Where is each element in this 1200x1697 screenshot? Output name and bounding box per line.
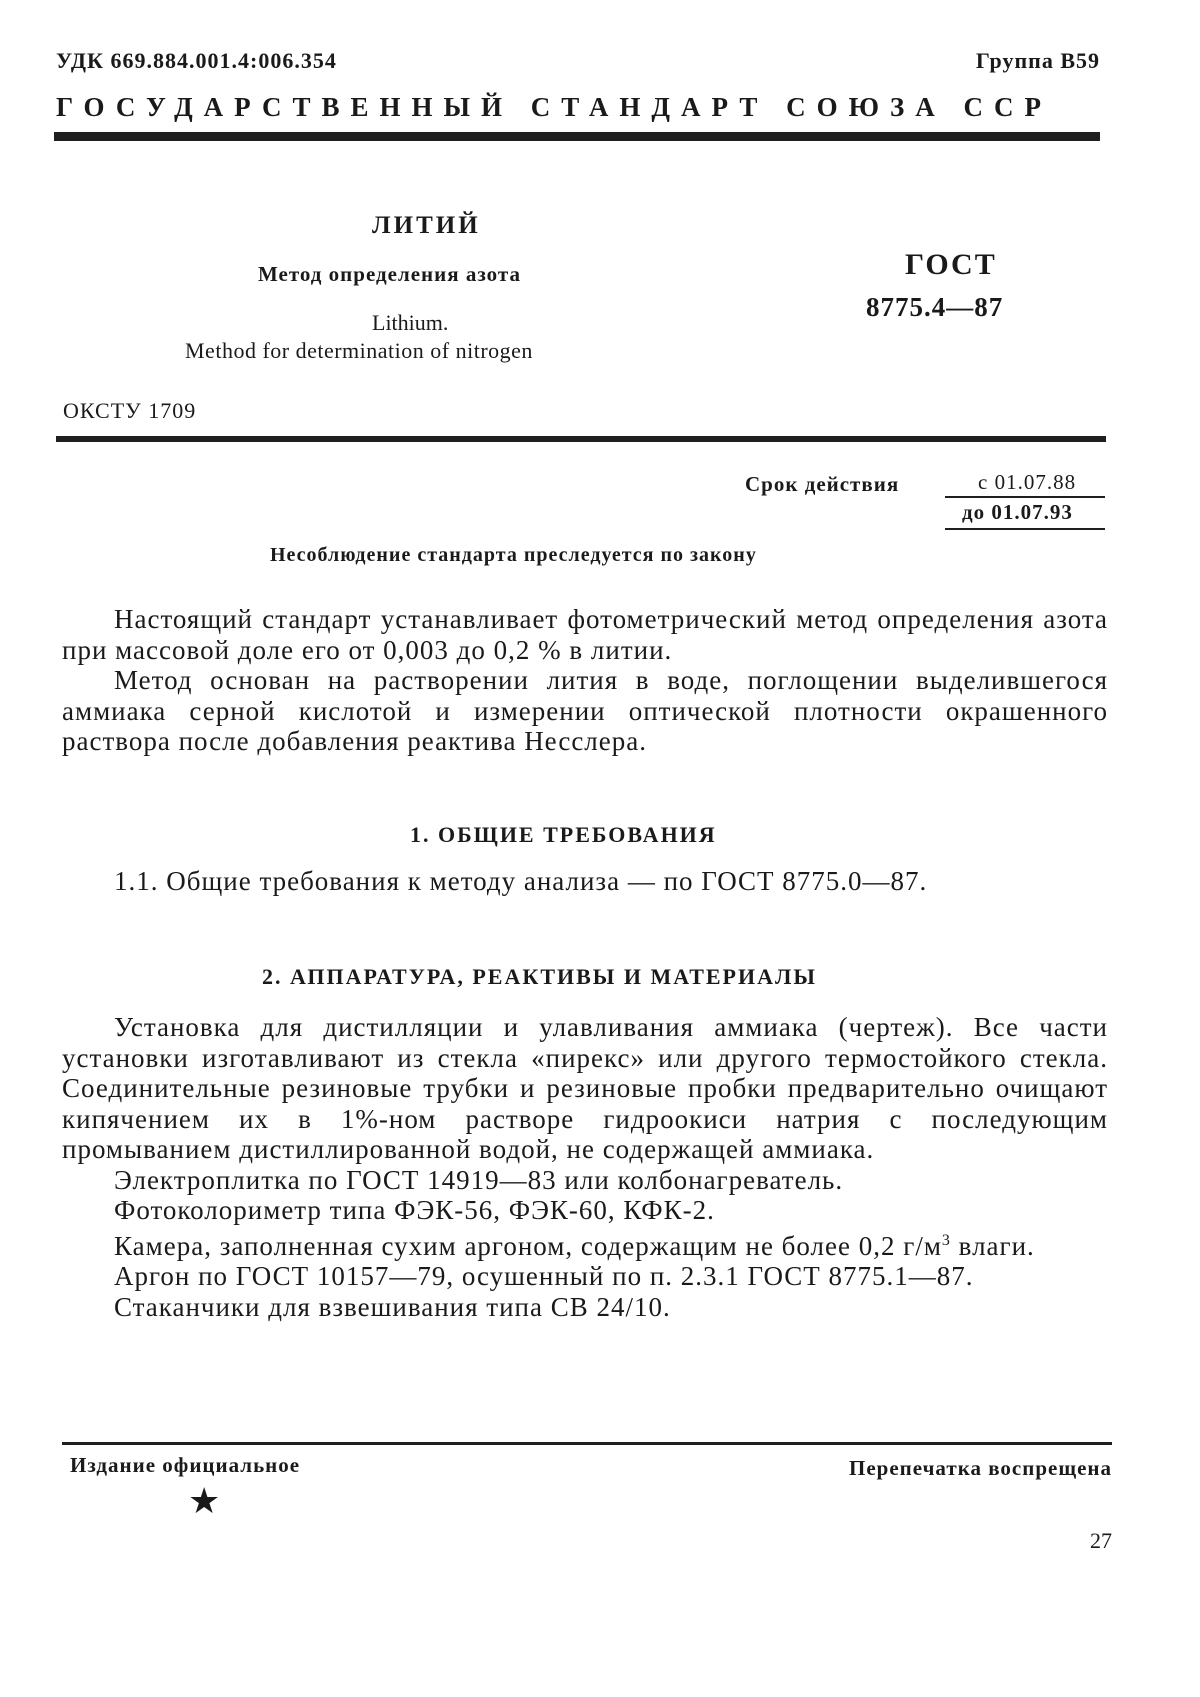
section-2-heading: 2. АППАРАТУРА, РЕАКТИВЫ И МАТЕРИАЛЫ	[262, 964, 817, 989]
intro-text	[62, 604, 1108, 757]
udk-code: УДК 669.884.001.4:006.354	[56, 48, 337, 73]
validity-underline-2	[945, 528, 1105, 530]
validity-from: с 01.07.88	[978, 470, 1077, 494]
section-1-heading: 1. ОБЩИЕ ТРЕБОВАНИЯ	[410, 822, 717, 847]
section-2-paragraph-1: Установка для дистилляции и улавливания аммиака (чертеж). Все части установки изготавливают из стекла «пирекс» или другого термостойкого стекла. Соединительные резиновые трубки и резиновые пробки предварительно очищают кипячением их в 1%-ном растворе гидроокиси натрия с последующим промыванием дистиллированной водой, не содержащей аммиака.	[62, 1012, 1108, 1164]
group-code: Группа В59	[975, 48, 1100, 73]
okstu-code: ОКСТУ 1709	[63, 398, 197, 423]
reprint-prohibited: Перепечатка воспрещена	[849, 1456, 1112, 1480]
gost-number: 8775.4—87	[866, 292, 1004, 322]
page-number: 27	[1090, 1528, 1112, 1553]
star-icon: ★	[188, 1481, 221, 1521]
footer-rule	[62, 1442, 1112, 1445]
document-subtitle: Метод определения азота	[258, 262, 521, 286]
intro-paragraph-2: Метод основан на растворении лития в воде, поглощении выделившегося аммиака серной кислотой и измерении оптической плотности окрашенного раствора после добавления реактива Несслера.	[62, 665, 1108, 756]
validity-label: Срок действия	[745, 472, 900, 496]
english-title-line1: Lithium.	[372, 310, 449, 335]
state-standard-banner: ГОСУДАРСТВЕННЫЙ СТАНДАРТ СОЮЗА ССР	[56, 92, 1052, 122]
header-rule	[54, 132, 1100, 141]
section-2-paragraph-2: Электроплитка по ГОСТ 14919—83 или колбонагреватель.	[114, 1164, 844, 1195]
english-title-line2: Method for determination of nitrogen	[185, 338, 533, 363]
section-2-paragraph-4-main: Камера, заполненная сухим аргоном, содержащим не более 0,2 г/м	[114, 1230, 942, 1261]
gost-label: ГОСТ	[905, 248, 997, 281]
law-notice: Несоблюдение стандарта преследуется по закону	[270, 544, 757, 566]
section-2-paragraph-4-superscript: 3	[941, 1231, 951, 1249]
section-2-paragraph-4	[62, 1226, 1108, 1262]
section-2-paragraph-3: Фотоколориметр типа ФЭК-56, ФЭК-60, КФК-2.	[114, 1195, 715, 1225]
validity-underline-1	[945, 496, 1105, 498]
section-1-text	[62, 866, 1108, 897]
intro-paragraph-1: Настоящий стандарт устанавливает фотометрический метод определения азота при массовой доле его от 0,003 до 0,2 % в литии.	[62, 604, 1108, 665]
title-block-rule	[56, 436, 1106, 442]
section-2-paragraph-5: Аргон по ГОСТ 10157—79, осушенный по п. 2.3.1 ГОСТ 8775.1—87.	[114, 1261, 974, 1291]
document-title: ЛИТИЙ	[372, 212, 481, 239]
section-2-paragraph-6: Стаканчики для взвешивания типа СВ 24/10.	[114, 1291, 671, 1322]
official-edition: Издание официальное	[70, 1453, 301, 1477]
section-1-paragraph-1: 1.1. Общие требования к методу анализа — по ГОСТ 8775.0—87.	[114, 866, 928, 896]
section-2-text	[62, 1012, 1108, 1322]
validity-to: до 01.07.93	[962, 500, 1073, 524]
section-2-paragraph-4-tail: влаги.	[950, 1230, 1035, 1261]
